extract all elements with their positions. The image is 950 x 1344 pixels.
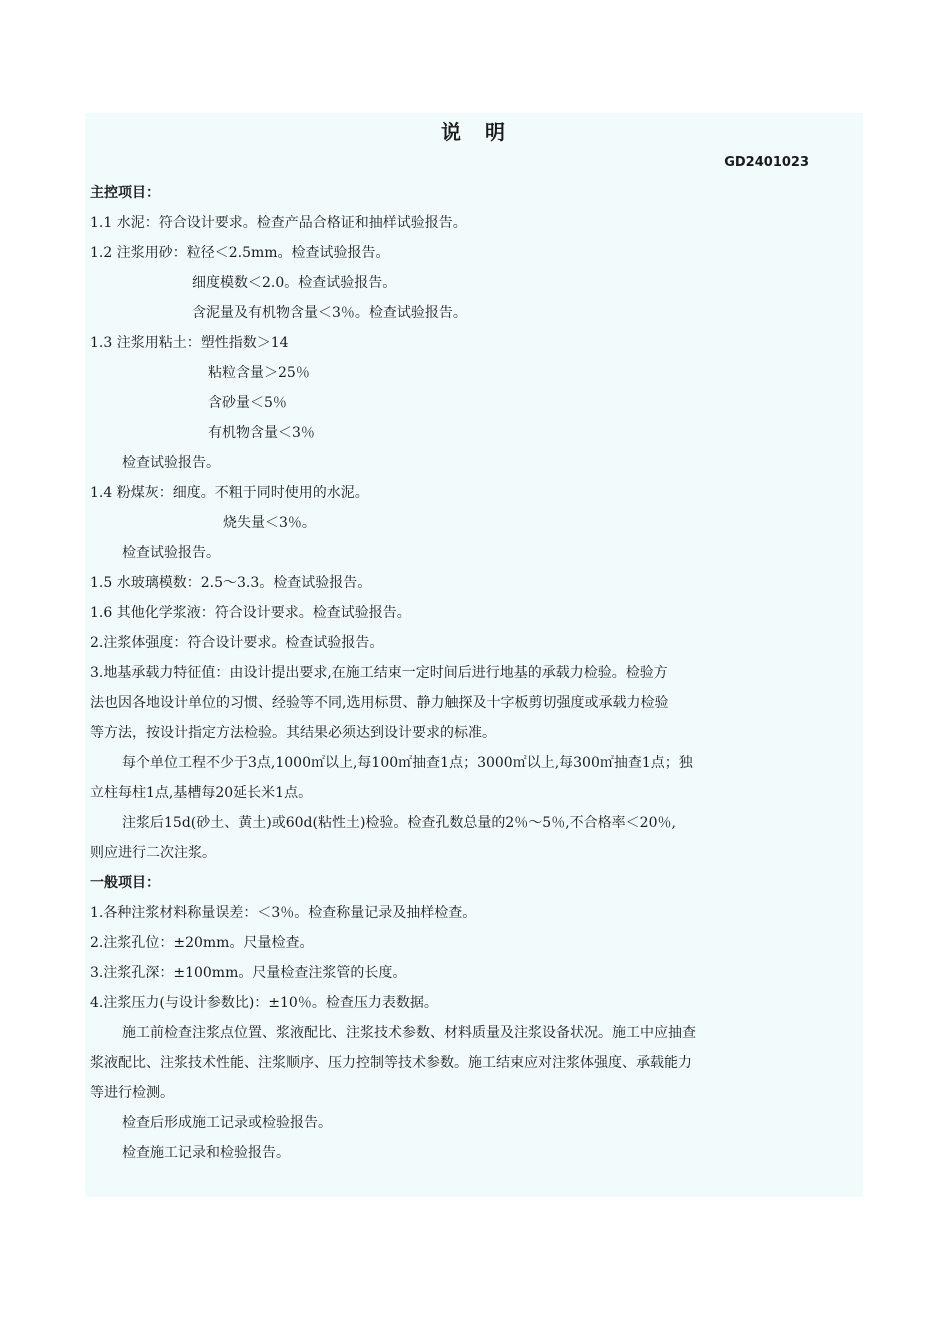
text-line: 2.注浆孔位：±20mm。尺量检查。 (90, 935, 314, 951)
text-line: 粘粒含量＞25％ (208, 365, 310, 381)
text-line: 检查施工记录和检验报告。 (122, 1145, 290, 1161)
text-line: 检查试验报告。 (122, 455, 220, 471)
text-line: 每个单位工程不少于3点,1000㎡以上,每100㎡抽查1点；3000㎡以上,每300㎡抽查1点；独 (122, 755, 693, 771)
general-items-heading: 一般项目： (90, 875, 160, 891)
text-line: 3.注浆孔深：±100mm。尺量检查注浆管的长度。 (90, 965, 407, 981)
text-line: 立柱每柱1点,基槽每20延长米1点。 (90, 785, 313, 801)
text-line: 法也因各地设计单位的习惯、经验等不同,选用标贯、静力触探及十字板剪切强度或承载力检验 (90, 695, 669, 711)
text-line: 1.6 其他化学浆液：符合设计要求。检查试验报告。 (90, 605, 411, 621)
text-line: 浆液配比、注浆技术性能、注浆顺序、压力控制等技术参数。施工结束应对注浆体强度、承载能力 (90, 1055, 692, 1071)
text-line: 注浆后15d(砂土、黄土)或60d(粘性土)检验。检查孔数总量的2％～5％,不合格率＜20％, (122, 815, 676, 831)
text-line: 则应进行二次注浆。 (90, 845, 216, 861)
text-line: 1.4 粉煤灰：细度。不粗于同时使用的水泥。 (90, 485, 369, 501)
page-title: 说 明 (441, 120, 507, 144)
text-line: 4.注浆压力(与设计参数比)：±10％。检查压力表数据。 (90, 995, 438, 1011)
main-items-heading: 主控项目： (90, 185, 160, 201)
text-line: 有机物含量＜3％ (208, 425, 315, 441)
document-panel (85, 113, 863, 1197)
text-line: 细度模数＜2.0。检查试验报告。 (192, 275, 397, 291)
text-line: 含泥量及有机物含量＜3％。检查试验报告。 (192, 305, 467, 321)
text-line: 检查试验报告。 (122, 545, 220, 561)
text-line: 等进行检测。 (90, 1085, 174, 1101)
text-line: 1.5 水玻璃模数：2.5～3.3。检查试验报告。 (90, 575, 372, 591)
text-line: 1.各种注浆材料称量误差：＜3％。检查称量记录及抽样检查。 (90, 905, 477, 921)
text-line: 1.1 水泥：符合设计要求。检查产品合格证和抽样试验报告。 (90, 215, 467, 231)
text-line: 等方法，按设计指定方法检验。其结果必须达到设计要求的标准。 (90, 725, 496, 741)
text-line: 1.2 注浆用砂：粒径＜2.5mm。检查试验报告。 (90, 245, 390, 261)
text-line: 施工前检查注浆点位置、浆液配比、注浆技术参数、材料质量及注浆设备状况。施工中应抽查 (122, 1025, 696, 1041)
text-line: 1.3 注浆用粘土：塑性指数＞14 (90, 335, 289, 351)
text-line: 检查后形成施工记录或检验报告。 (122, 1115, 332, 1131)
text-line: 2.注浆体强度：符合设计要求。检查试验报告。 (90, 635, 384, 651)
text-line: 烧失量＜3％。 (223, 515, 316, 531)
text-line: 含砂量＜5％ (208, 395, 287, 411)
text-line: 3.地基承载力特征值：由设计提出要求,在施工结束一定时间后进行地基的承载力检验。检验方 (90, 665, 668, 681)
document-code: GD2401023 (724, 155, 809, 170)
